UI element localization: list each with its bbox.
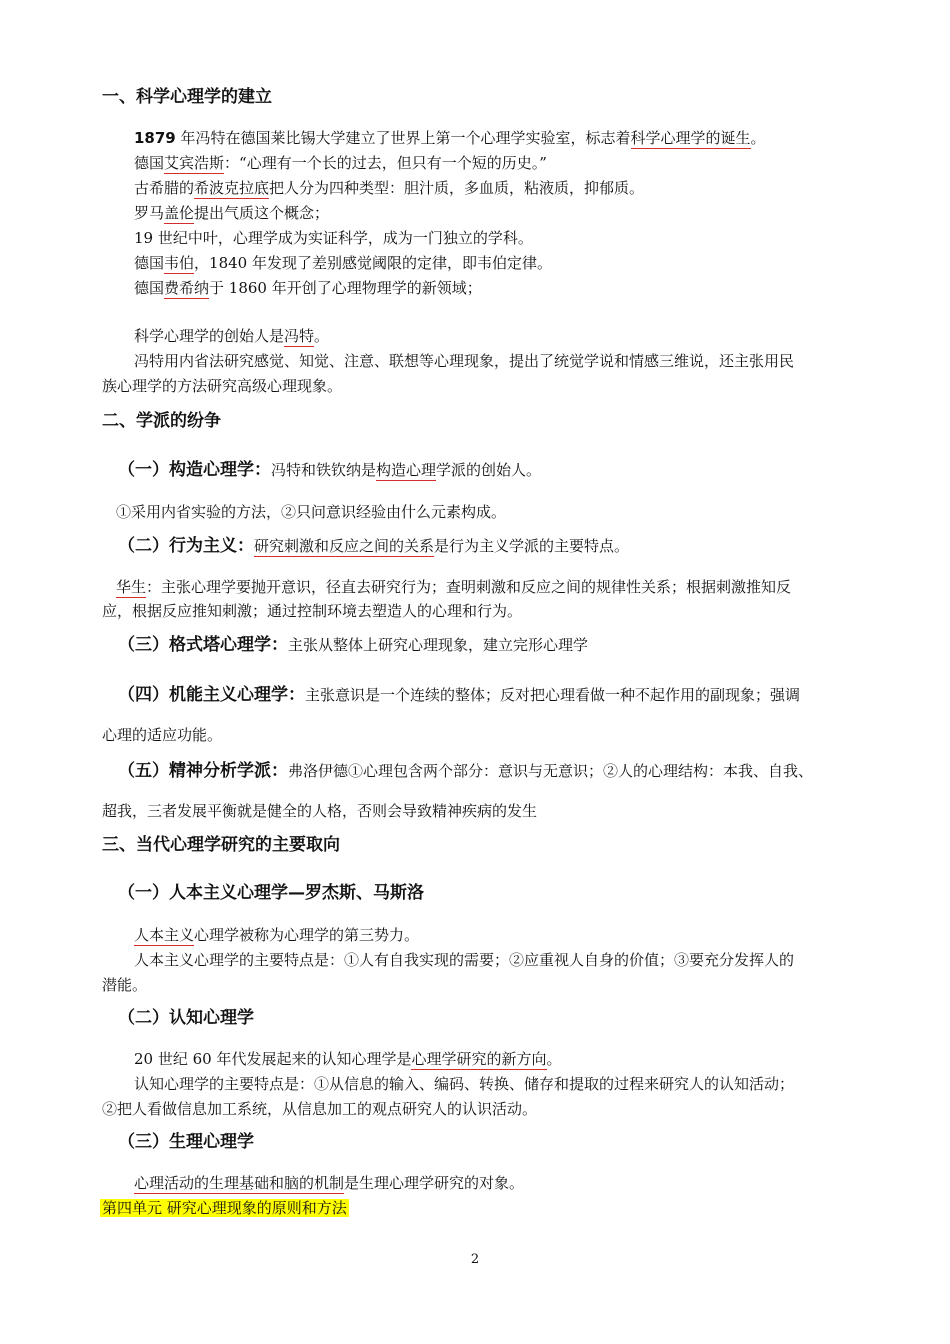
- paragraph-line: 应，根据反应推知刺激；通过控制环境去塑造人的心理和行为。: [102, 602, 523, 620]
- subsection-heading: （二）行为主义：: [118, 536, 254, 556]
- page-number: 2: [470, 1252, 480, 1267]
- underlined-term: 艾宾浩斯: [164, 154, 225, 172]
- section-1-title: 一、科学心理学的建立: [102, 87, 272, 107]
- paragraph-line: 人本主义心理学被称为心理学的第三势力。: [134, 926, 420, 944]
- subsection-cognitive: （二）认知心理学: [118, 1008, 254, 1028]
- year-text: 1879: [134, 129, 176, 147]
- paragraph-line: 人本主义心理学的主要特点是：①人有自我实现的需要；②应重视人自身的价值；③要充分发挥人的: [134, 951, 795, 969]
- subsection-psychoanalysis: （五）精神分析学派：弗洛伊德①心理包含两个部分：意识与无意识；②人的心理结构：本我、自我、: [118, 761, 814, 781]
- paragraph-line: 德国艾宾浩斯：“心理有一个长的过去，但只有一个短的历史。”: [134, 154, 547, 172]
- section-3-title: 三、当代心理学研究的主要取向: [102, 835, 340, 855]
- subsection-structuralism: （一）构造心理学：冯特和铁钦纳是构造心理学派的创始人。: [118, 460, 542, 480]
- underlined-term: 冯特: [284, 327, 315, 345]
- paragraph-line: 冯特用内省法研究感觉、知觉、注意、联想等心理现象，提出了统觉学说和情感三维说，还主张用民: [134, 352, 795, 370]
- subsection-gestalt: （三）格式塔心理学：主张从整体上研究心理现象，建立完形心理学: [118, 635, 589, 655]
- paragraph-line: 罗马盖伦提出气质这个概念；: [134, 204, 330, 222]
- underlined-term: 盖伦: [164, 204, 195, 222]
- paragraph-line: 心理活动的生理基础和脑的机制是生理心理学研究的对象。: [134, 1174, 525, 1192]
- subsection-functionalism: （四）机能主义心理学：主张意识是一个连续的整体；反对把心理看做一种不起作用的副现象；强调: [118, 685, 801, 705]
- paragraph-line: 德国韦伯，1840 年发现了差别感觉阈限的定律，即韦伯定律。: [134, 254, 552, 272]
- paragraph-line: 认知心理学的主要特点是：①从信息的输入、编码、转换、储存和提取的过程来研究人的认知活动；: [134, 1075, 795, 1093]
- paragraph-line: 族心理学的方法研究高级心理现象。: [102, 377, 343, 395]
- paragraph-line: 潜能。: [102, 976, 148, 994]
- paragraph-line: 科学心理学的创始人是冯特。: [134, 327, 330, 345]
- subsection-physiological: （三）生理心理学: [118, 1132, 254, 1152]
- underlined-term: 华生: [116, 578, 147, 596]
- subsection-humanistic: （一）人本主义心理学—罗杰斯、马斯洛: [118, 883, 424, 903]
- underlined-term: 构造心理: [376, 461, 437, 479]
- underlined-term: 希波克拉底: [194, 179, 270, 197]
- paragraph-line: 超我，三者发展平衡就是健全的人格，否则会导致精神疾病的发生: [102, 802, 538, 820]
- subsection-behaviorism: （二）行为主义：研究刺激和反应之间的关系是行为主义学派的主要特点。: [118, 536, 630, 556]
- subsection-heading: （五）精神分析学派：: [118, 761, 288, 781]
- paragraph-line: 1879 年冯特在德国莱比锡大学建立了世界上第一个心理学实验室，标志着科学心理学的诞生。: [134, 129, 766, 147]
- paragraph-line: ②把人看做信息加工系统，从信息加工的观点研究人的认识活动。: [102, 1100, 538, 1118]
- paragraph-line: 德国费希纳于 1860 年开创了心理物理学的新领域；: [134, 279, 482, 297]
- underlined-term: 心理活动的生理基础和脑的机制: [134, 1174, 345, 1192]
- underlined-term: 费希纳: [164, 279, 210, 297]
- highlighted-text: 第四单元 研究心理现象的原则和方法: [102, 1199, 347, 1217]
- underlined-term: 人本主义: [134, 926, 195, 944]
- paragraph-line: 19 世纪中叶，心理学成为实证科学，成为一门独立的学科。: [134, 229, 533, 247]
- paragraph-line: 古希腊的希波克拉底把人分为四种类型：胆汁质，多血质，粘液质，抑郁质。: [134, 179, 645, 197]
- paragraph-line: ①采用内省实验的方法，②只问意识经验由什么元素构成。: [116, 503, 507, 521]
- subsection-heading: （三）格式塔心理学：: [118, 635, 288, 655]
- paragraph-line: 心理的适应功能。: [102, 726, 223, 744]
- underlined-term: 科学心理学的诞生: [630, 129, 751, 147]
- subsection-heading: （一）构造心理学：: [118, 460, 271, 480]
- paragraph-line: 20 世纪 60 年代发展起来的认知心理学是心理学研究的新方向。: [134, 1050, 562, 1068]
- underlined-term: 研究刺激和反应之间的关系: [254, 537, 435, 555]
- underlined-term: 韦伯: [164, 254, 195, 272]
- paragraph-line: 华生：主张心理学要抛开意识，径直去研究行为；查明刺激和反应之间的规律性关系；根据刺激推知反: [116, 578, 792, 596]
- underlined-term: 心理学研究的新方向: [411, 1050, 547, 1068]
- subsection-heading: （四）机能主义心理学：: [118, 685, 305, 705]
- next-unit-heading: [100, 1198, 349, 1218]
- section-2-title: 二、学派的纷争: [102, 411, 221, 431]
